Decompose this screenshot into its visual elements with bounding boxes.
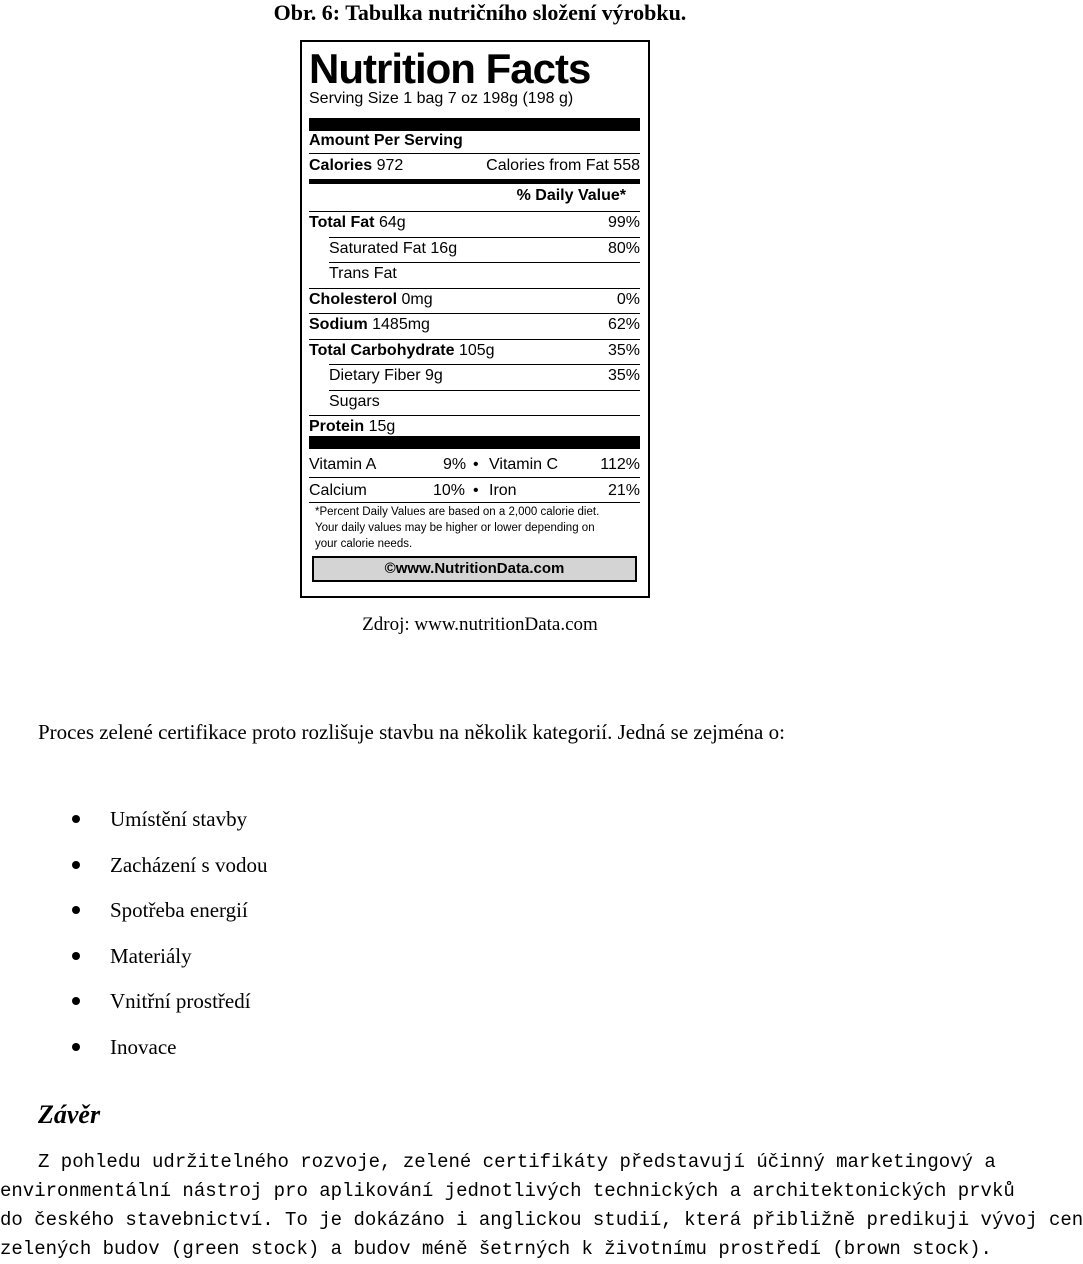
- nutrient-row: [309, 391, 640, 413]
- calories-value: 972: [376, 157, 404, 174]
- daily-value-header-row: [309, 185, 640, 207]
- list-item-text: Zacházení s vodou: [110, 852, 268, 877]
- source-credit: Zdroj: www.nutritionData.com: [362, 614, 598, 635]
- bullet-separator: •: [473, 456, 479, 473]
- calories-row: [309, 155, 640, 177]
- nutrient-daily-pct: 0%: [616, 290, 640, 308]
- nutrient-amount: 105g: [458, 341, 495, 359]
- nutrient-row: [309, 212, 640, 234]
- amount-per-serving-row: [309, 130, 640, 152]
- nutrient-daily-pct: 62%: [607, 316, 640, 333]
- vitamin-c-pct: 112%: [600, 456, 640, 473]
- list-item-text: Inovace: [110, 1034, 177, 1059]
- bullet-icon: [72, 815, 80, 823]
- figure-caption: Obr. 6: Tabulka nutričního složení výrobku.: [273, 0, 687, 25]
- calories-label: Calories: [309, 157, 373, 174]
- list-item-text: Materiály: [110, 943, 192, 968]
- nutrient-row: [309, 238, 640, 260]
- nutrient-amount: 64g: [378, 214, 406, 231]
- medium-divider: [309, 179, 640, 184]
- nutrient-label: Total Fat: [309, 214, 375, 231]
- list-item-text: Umístění stavby: [110, 807, 248, 831]
- intro-paragraph: Proces zelené certifikace proto rozlišuje stavbu na několik kategorií. Jedná se zejména o:: [38, 720, 785, 744]
- footnote: [315, 504, 636, 552]
- nutrient-label: Protein: [309, 418, 365, 435]
- bullet-separator: •: [473, 482, 479, 499]
- list-item-text: Vnitřní prostředí: [110, 989, 251, 1013]
- bullet-icon: [72, 861, 80, 869]
- nutrient-daily-pct: 80%: [607, 239, 640, 257]
- nutrient-amount: 15g: [368, 418, 396, 435]
- vitamin-a-pct: 9%: [443, 456, 467, 473]
- calories-from-fat: Calories from Fat 558: [486, 157, 640, 174]
- nutrition-facts-label: [300, 40, 650, 598]
- paragraph-line: environmentální nástroj pro aplikování jednotlivých technických a architektonických prvků: [0, 1180, 1015, 1202]
- nutrient-daily-pct: 35%: [607, 341, 640, 359]
- list-item-text: Spotřeba energií: [110, 898, 248, 922]
- calcium-label: Calcium: [309, 482, 367, 499]
- nutrient-row: [309, 416, 640, 438]
- vitamin-a-label: Vitamin A: [309, 456, 377, 473]
- vitamin-row-2: [309, 480, 640, 502]
- paragraph-line: do českého stavebnictví. To je dokázáno i anglickou studií, která přibližně predikuji vývoj cen: [0, 1209, 1083, 1231]
- nutrient-daily-pct: 99%: [607, 214, 640, 231]
- nutrient-label: Sodium: [309, 316, 368, 333]
- bullet-icon: [72, 997, 80, 1005]
- daily-value-header: % Daily Value*: [516, 187, 626, 204]
- nutritiondata-url: ©www.NutritionData.com: [312, 556, 637, 582]
- section-heading: Závěr: [38, 1100, 101, 1129]
- nutrient-label: Trans Fat: [329, 265, 397, 282]
- serving-size: Serving Size 1 bag 7 oz 198g (198 g): [309, 90, 574, 107]
- vitamin-row-1: [309, 454, 640, 476]
- nutrient-label: Saturated Fat: [329, 239, 426, 257]
- vitamin-c-label: Vitamin C: [489, 456, 559, 473]
- paragraph-line: Z pohledu udržitelného rozvoje, zelené certifikáty představují účinný marketingový a: [38, 1151, 996, 1173]
- paragraph-line: zelených budov (green stock) a budov méně šetrných k životnímu prostředí (brown stock).: [0, 1238, 992, 1260]
- nutrient-label: Total Carbohydrate: [309, 341, 455, 359]
- footnote-line: Your daily values may be higher or lower depending on: [315, 522, 595, 534]
- footnote-line: your calorie needs.: [315, 538, 413, 550]
- conclusion-paragraph: [0, 1148, 1083, 1264]
- divider: [309, 153, 640, 154]
- nutrient-amount: 16g: [430, 239, 458, 257]
- nutrient-amount: 9g: [425, 367, 443, 384]
- iron-pct: 21%: [607, 482, 640, 499]
- amount-per-serving: Amount Per Serving: [309, 132, 463, 149]
- bullet-icon: [72, 952, 80, 960]
- nutrient-row: [309, 365, 640, 387]
- calcium-pct: 10%: [433, 482, 466, 499]
- nutrient-label: Sugars: [329, 392, 380, 410]
- bullet-icon: [72, 1043, 80, 1051]
- nutrient-row: [309, 314, 640, 336]
- nutrient-row: [309, 340, 640, 362]
- thick-divider: [309, 436, 640, 449]
- footnote-line: *Percent Daily Values are based on a 2,000 calorie diet.: [315, 506, 600, 518]
- nutrient-amount: 1485mg: [372, 316, 430, 333]
- nutrition-title: Nutrition Facts: [309, 45, 591, 92]
- nutrient-label: Cholesterol: [309, 290, 398, 308]
- nutrient-label: Dietary Fiber: [329, 367, 421, 384]
- nutrient-amount: 0mg: [401, 290, 433, 308]
- bullet-icon: [72, 906, 80, 914]
- iron-label: Iron: [489, 482, 517, 499]
- divider: [309, 477, 640, 478]
- nutrient-daily-pct: 35%: [607, 367, 640, 384]
- nutrient-row: [309, 289, 640, 311]
- divider: [309, 502, 640, 503]
- nutrient-row: [309, 263, 640, 285]
